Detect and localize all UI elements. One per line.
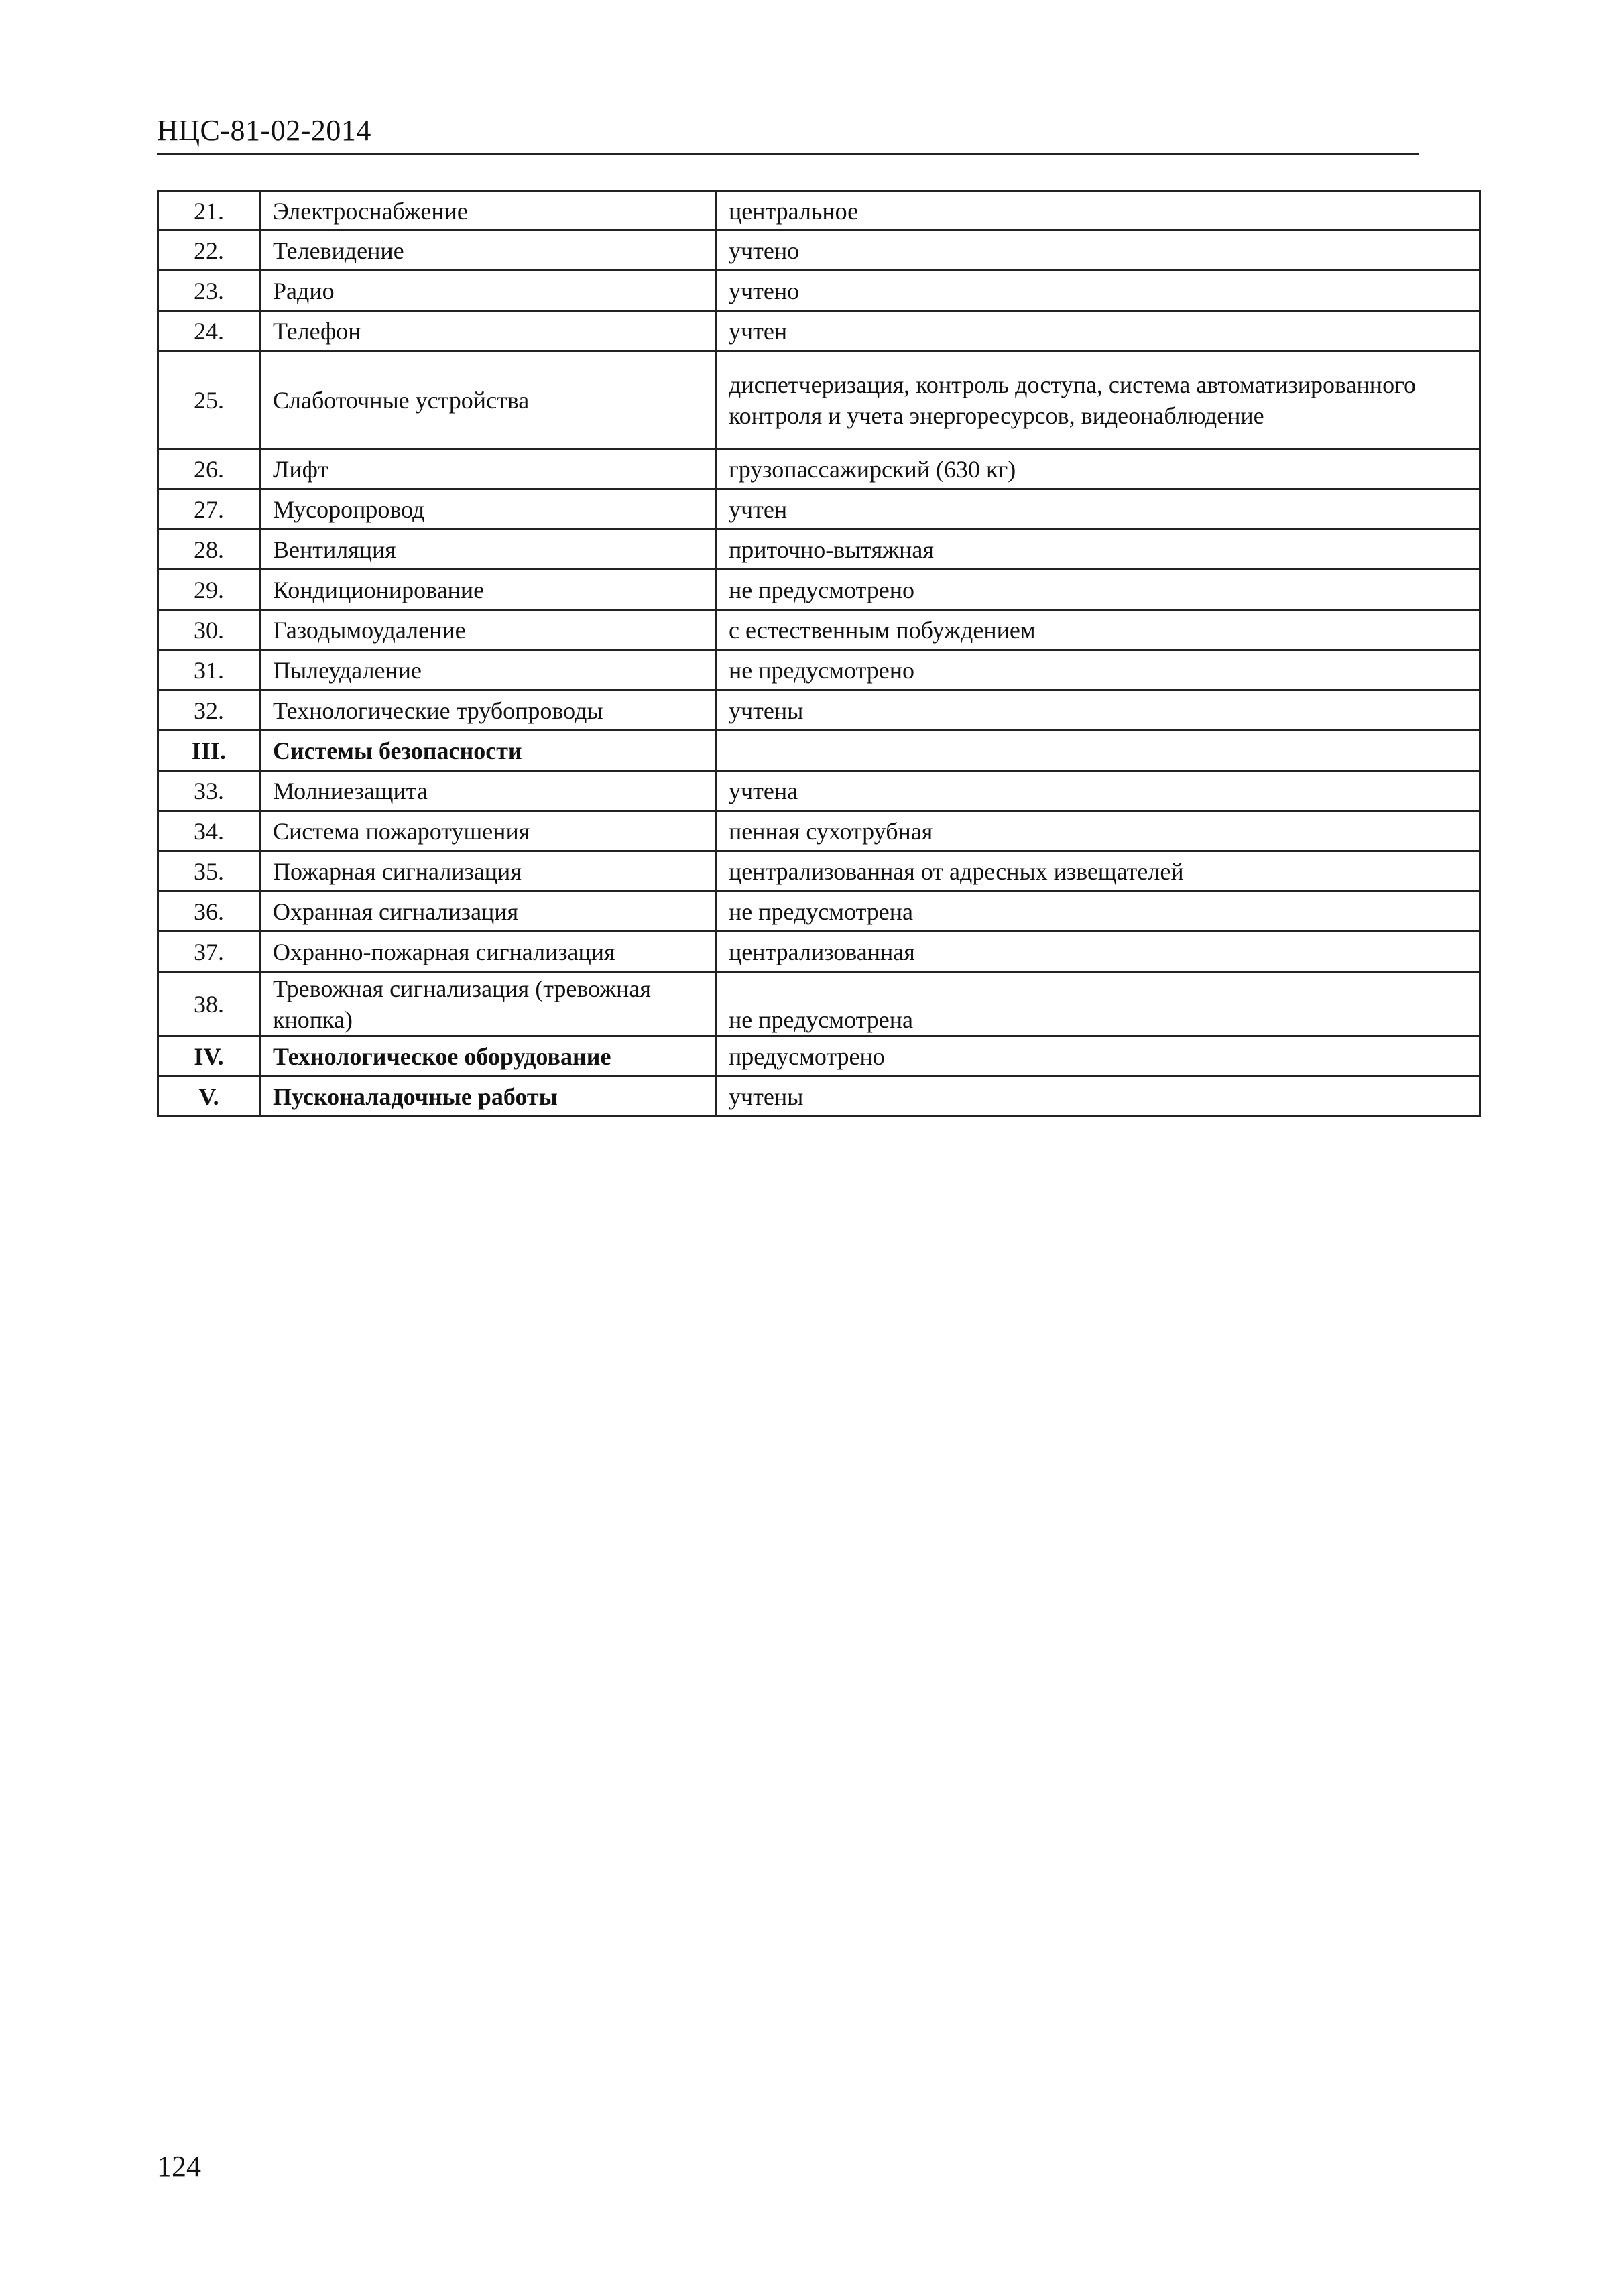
- page-number: 124: [157, 2150, 201, 2183]
- row-name: Слаботочные устройства: [260, 351, 716, 449]
- row-value: централизованная: [716, 932, 1480, 972]
- table-row: [158, 570, 1480, 610]
- table-row: [158, 351, 1480, 449]
- row-name: Охранная сигнализация: [260, 892, 716, 932]
- table-row: [158, 851, 1480, 892]
- table-row: [158, 311, 1480, 351]
- row-number: 32.: [158, 690, 260, 731]
- table-row: [158, 530, 1480, 570]
- section-title: Системы безопасности: [260, 731, 716, 771]
- section-number: III.: [158, 731, 260, 771]
- row-number: 31.: [158, 650, 260, 690]
- row-number: 21.: [158, 192, 260, 231]
- row-value: приточно-вытяжная: [716, 530, 1480, 570]
- specification-table: [157, 190, 1481, 1117]
- row-number: 29.: [158, 570, 260, 610]
- row-value: учтены: [716, 1077, 1480, 1117]
- table-row: [158, 690, 1480, 731]
- row-name: Пожарная сигнализация: [260, 851, 716, 892]
- row-number: 33.: [158, 771, 260, 811]
- table-row: [158, 932, 1480, 972]
- table-row: [158, 892, 1480, 932]
- row-value: пенная сухотрубная: [716, 811, 1480, 851]
- row-number: 34.: [158, 811, 260, 851]
- row-name: Мусоропровод: [260, 489, 716, 530]
- row-number: 22.: [158, 231, 260, 271]
- table-row: [158, 231, 1480, 271]
- section-number: IV.: [158, 1036, 260, 1077]
- row-name: Система пожаротушения: [260, 811, 716, 851]
- row-value: учтен: [716, 311, 1480, 351]
- row-number: 35.: [158, 851, 260, 892]
- row-name: Технологические трубопроводы: [260, 690, 716, 731]
- row-value: не предусмотрено: [716, 570, 1480, 610]
- row-value: учтено: [716, 231, 1480, 271]
- row-value: централизованная от адресных извещателей: [716, 851, 1480, 892]
- row-value: не предусмотрена: [716, 972, 1480, 1036]
- row-value: не предусмотрено: [716, 650, 1480, 690]
- row-value: учтены: [716, 690, 1480, 731]
- table-row: [158, 192, 1480, 231]
- row-value: с естественным побуждением: [716, 610, 1480, 650]
- row-value: учтен: [716, 489, 1480, 530]
- row-name: Электроснабжение: [260, 192, 716, 231]
- row-number: 24.: [158, 311, 260, 351]
- table-row: [158, 610, 1480, 650]
- table-row: [158, 972, 1480, 1036]
- section-number: V.: [158, 1077, 260, 1117]
- row-value: грузопассажирский (630 кг): [716, 449, 1480, 489]
- row-value: предусмотрено: [716, 1036, 1480, 1077]
- row-number: 38.: [158, 972, 260, 1036]
- row-number: 30.: [158, 610, 260, 650]
- table-row: [158, 271, 1480, 311]
- row-value: диспетчеризация, контроль доступа, система автоматизированного контроля и учета энергоресурсов, видеонаблюдение: [716, 351, 1480, 449]
- table-row: [158, 771, 1480, 811]
- row-number: 27.: [158, 489, 260, 530]
- row-value: [716, 731, 1480, 771]
- row-name: Телевидение: [260, 231, 716, 271]
- row-name: Пылеудаление: [260, 650, 716, 690]
- header-divider: [157, 153, 1419, 155]
- row-name: Газодымоудаление: [260, 610, 716, 650]
- row-number: 37.: [158, 932, 260, 972]
- row-name: Телефон: [260, 311, 716, 351]
- row-number: 28.: [158, 530, 260, 570]
- row-value: учтено: [716, 271, 1480, 311]
- row-name: Лифт: [260, 449, 716, 489]
- row-name: Кондиционирование: [260, 570, 716, 610]
- table-row: [158, 489, 1480, 530]
- row-value: учтена: [716, 771, 1480, 811]
- table-row: [158, 449, 1480, 489]
- section-title: Технологическое оборудование: [260, 1036, 716, 1077]
- section-row: [158, 1077, 1480, 1117]
- row-number: 26.: [158, 449, 260, 489]
- row-number: 23.: [158, 271, 260, 311]
- row-name: Молниезащита: [260, 771, 716, 811]
- section-title: Пусконаладочные работы: [260, 1077, 716, 1117]
- row-name: Вентиляция: [260, 530, 716, 570]
- table-row: [158, 650, 1480, 690]
- row-name: Тревожная сигнализация (тревожная кнопка): [260, 972, 716, 1036]
- row-name: Охранно-пожарная сигнализация: [260, 932, 716, 972]
- row-name: Радио: [260, 271, 716, 311]
- section-row: [158, 731, 1480, 771]
- document-code-header: НЦС-81-02-2014: [157, 114, 371, 147]
- table-row: [158, 811, 1480, 851]
- section-row: [158, 1036, 1480, 1077]
- row-number: 25.: [158, 351, 260, 449]
- row-value: центральное: [716, 192, 1480, 231]
- row-number: 36.: [158, 892, 260, 932]
- row-value: не предусмотрена: [716, 892, 1480, 932]
